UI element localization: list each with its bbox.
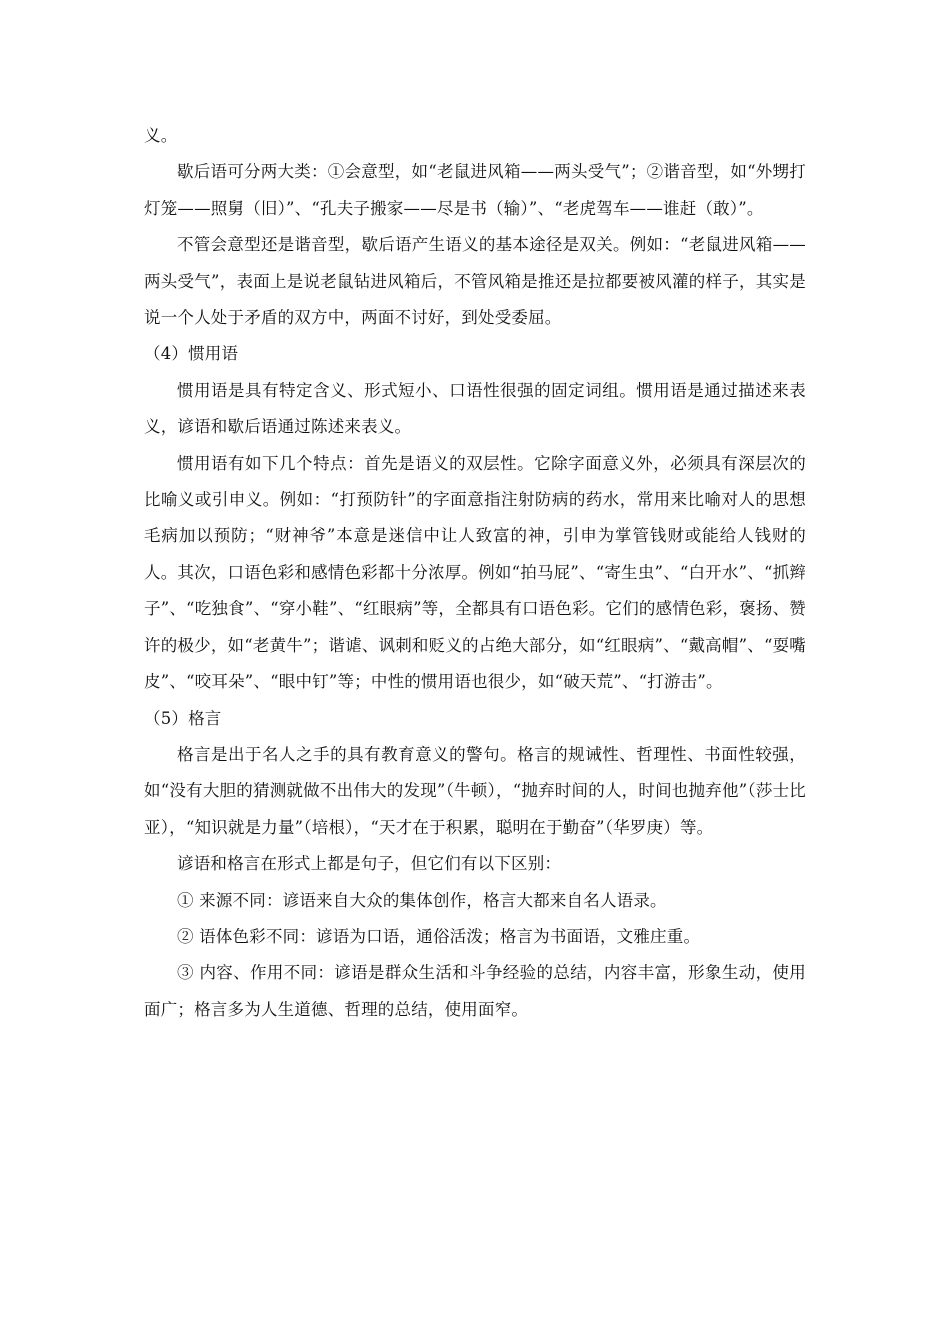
list-item: ③ 内容、作用不同：谚语是群众生活和斗争经验的总结，内容丰富，形象生动，使用面广；格言多为人生道德、哲理的总结，使用面窄。	[144, 963, 806, 1019]
paragraph: 不管会意型还是谐音型，歇后语产生语义的基本途径是双关。例如：“老鼠进风箱——两头受气”，表面上是说老鼠钻进风箱后，不管风箱是推还是拉都要被风灌的样子，其实是说一个人处于矛盾的双方中，两面不讨好，到处受委屈。	[144, 235, 806, 328]
paragraph: 义。	[144, 126, 178, 145]
section-heading: （4）惯用语	[144, 344, 239, 364]
document-body	[144, 118, 806, 1028]
paragraph: 惯用语有如下几个特点：首先是语义的双层性。它除字面意义外，必须具有深层次的比喻义或引申义。例如：“打预防针”的字面意指注射防病的药水，常用来比喻对人的思想毛病加以预防；“财神爷”本意是迷信中让人致富的神，引申为掌管钱财或能给人钱财的人。其次，口语色彩和感情色彩都十分浓厚。例如“拍马屁”、“寄生虫”、“白开水”、“抓辫子”、“吃独食”、“穿小鞋”、“红眼病”等，全都具有口语色彩。它们的感情色彩，褒扬、赞许的极少，如“老黄牛”；谐谑、讽刺和贬义的占绝大部分，如“红眼病”、“戴高帽”、“耍嘴皮”、“咬耳朵”、“眼中钉”等；中性的惯用语也很少，如“破天荒”、“打游击”。	[144, 453, 806, 692]
paragraph: 谚语和格言在形式上都是句子，但它们有以下区别：	[177, 854, 562, 874]
paragraph: 格言是出于名人之手的具有教育意义的警句。格言的规诫性、哲理性、书面性较强，如“没有大胆的猜测就做不出伟大的发现”（牛顿），“抛弃时间的人，时间也抛弃他”（莎士比亚），“知识就是力量”（培根），“天才在于积累，聪明在于勤奋”（华罗庚）等。	[144, 744, 806, 837]
paragraph: 歇后语可分两大类：①会意型，如“老鼠进风箱——两头受气”；②谐音型，如“外甥打灯笼——照舅（旧）”、“孔夫子搬家——尽是书（输）”、“老虎驾车——谁赶（敢）”。	[144, 162, 806, 218]
paragraph: 惯用语是具有特定含义、形式短小、口语性很强的固定词组。惯用语是通过描述来表义，谚语和歇后语通过陈述来表义。	[144, 380, 806, 437]
list-item: ② 语体色彩不同：谚语为口语，通俗活泼；格言为书面语，文雅庄重。	[177, 926, 701, 946]
section-heading: （5）格言	[144, 708, 222, 728]
list-item: ① 来源不同：谚语来自大众的集体创作，格言大都来自名人语录。	[177, 890, 667, 910]
